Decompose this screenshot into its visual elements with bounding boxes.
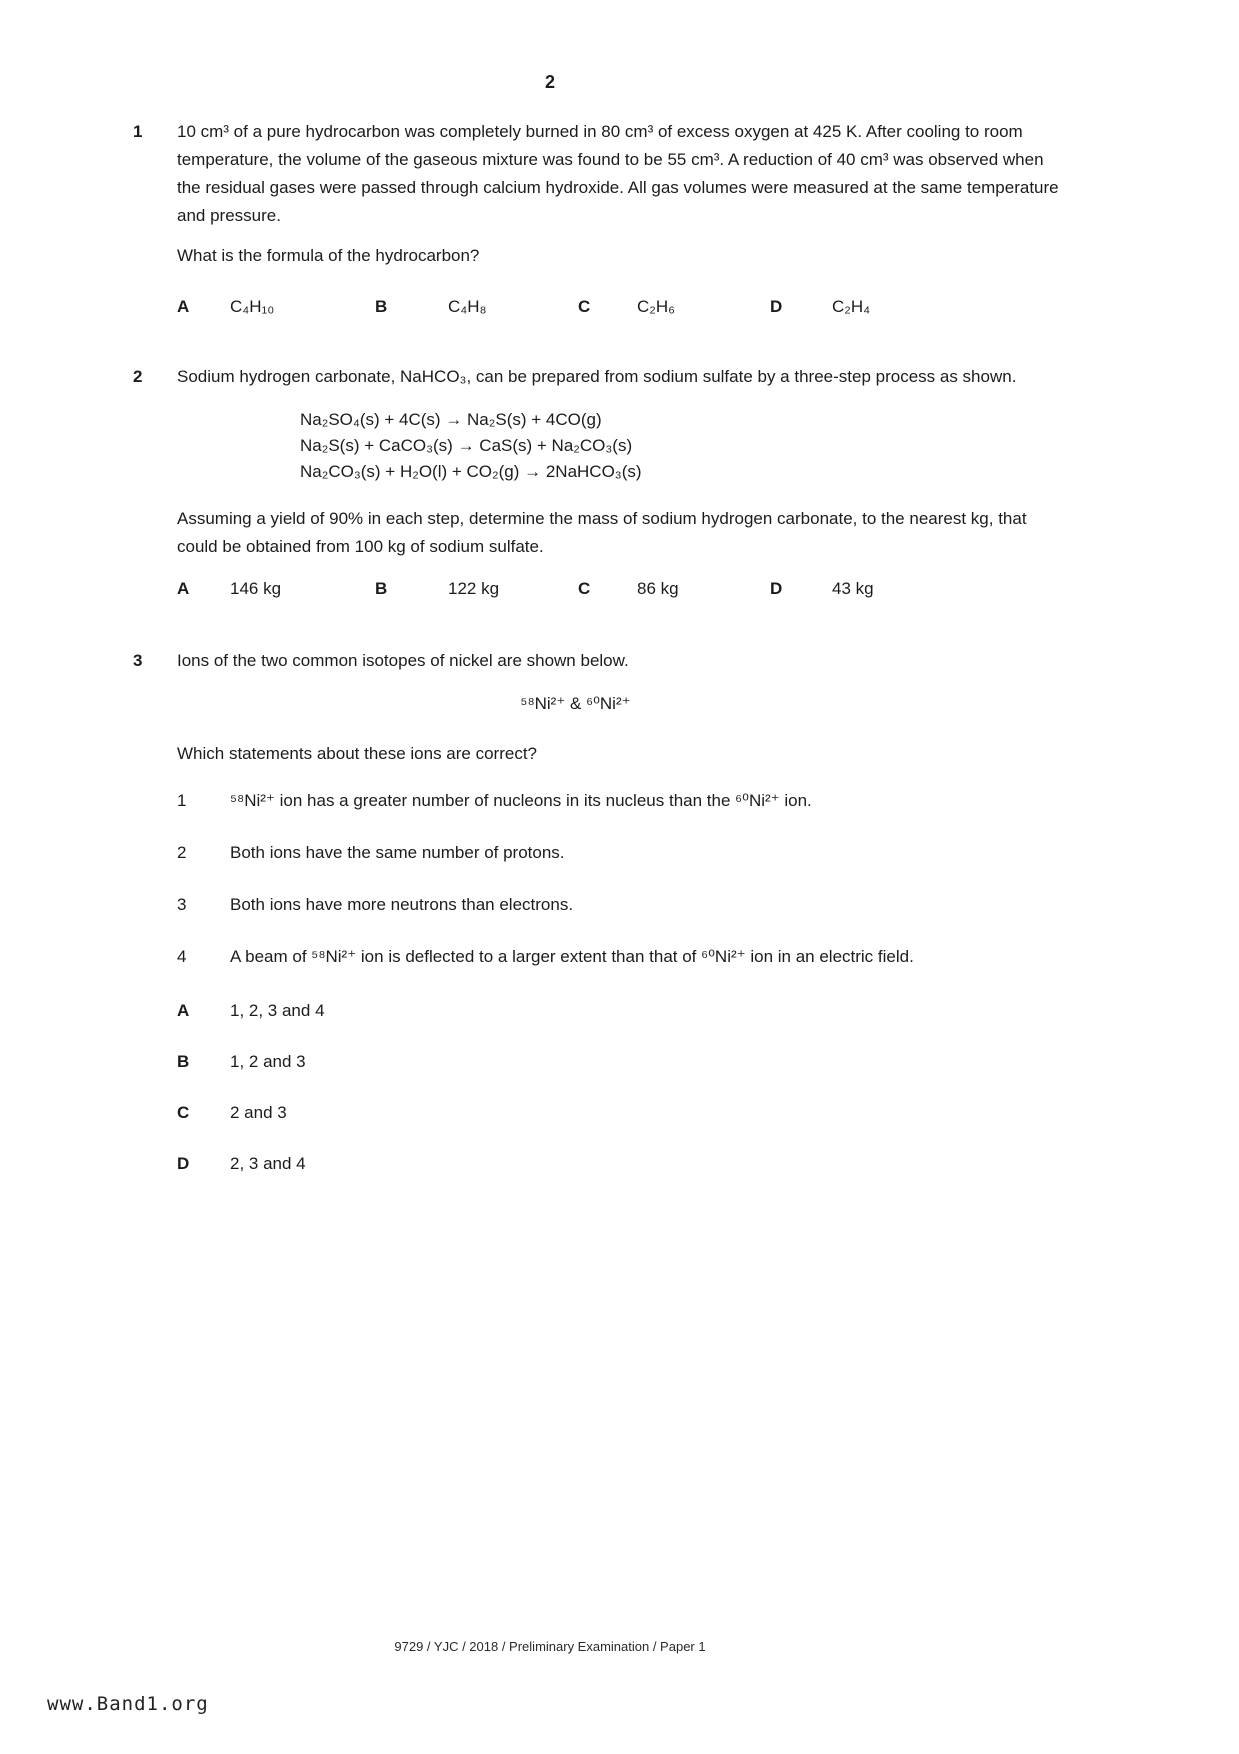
statement-row	[177, 943, 1060, 971]
option-label-d: D	[770, 579, 783, 598]
statement-row	[177, 839, 1060, 867]
question-number: 1	[133, 122, 143, 141]
statement-number: 3	[177, 895, 187, 914]
question-text-continued: Assuming a yield of 90% in each step, determine the mass of sodium hydrogen carbonate, to the nearest kg, that could be obtained from 100 kg of sodium sulfate.	[177, 509, 1027, 556]
watermark-link: www.Band1.org	[47, 1693, 209, 1715]
question-1	[133, 118, 1060, 321]
statements-list	[177, 787, 1060, 971]
option-row-b	[177, 1048, 1060, 1076]
question-number: 3	[133, 651, 143, 670]
footer-reference: 9729 / YJC / 2018 / Preliminary Examination / Paper 1	[394, 1639, 706, 1654]
ion-notation: ⁵⁸Ni²⁺ & ⁶⁰Ni²⁺	[520, 694, 631, 713]
option-value-a: 146 kg	[230, 579, 282, 598]
option-value-d: C₂H₄	[832, 297, 871, 316]
option-value-d: 2, 3 and 4	[230, 1154, 306, 1173]
statement-text: A beam of ⁵⁸Ni²⁺ ion is deflected to a larger extent than that of ⁶⁰Ni²⁺ ion in an electric field.	[230, 947, 914, 966]
option-value-a: 1, 2, 3 and 4	[230, 1001, 325, 1020]
option-label-b: B	[177, 1052, 190, 1071]
option-value-d: 43 kg	[832, 579, 874, 598]
option-label-a: A	[177, 579, 190, 598]
option-label-b: B	[375, 297, 388, 316]
option-label-d: D	[770, 297, 783, 316]
question-2	[133, 363, 1060, 603]
question-prompt: What is the formula of the hydrocarbon?	[177, 246, 480, 265]
equation-line-1: Na₂SO₄(s) + 4C(s) → Na₂S(s) + 4CO(g)	[300, 410, 602, 429]
question-prompt: Which statements about these ions are correct?	[177, 744, 538, 763]
question-text: Ions of the two common isotopes of nickel are shown below.	[177, 651, 629, 670]
statement-number: 2	[177, 843, 187, 862]
option-label-a: A	[177, 297, 190, 316]
options-row	[177, 575, 1060, 603]
equation-line-2: Na₂S(s) + CaCO₃(s) → CaS(s) + Na₂CO₃(s)	[300, 436, 633, 455]
option-label-c: C	[177, 1103, 190, 1122]
option-row-d	[177, 1150, 1060, 1178]
options-list	[177, 997, 1060, 1178]
option-value-b: C₄H₈	[448, 297, 487, 316]
equations-block	[300, 407, 1060, 485]
option-value-c: 2 and 3	[230, 1103, 287, 1122]
option-label-b: B	[375, 579, 388, 598]
statement-number: 4	[177, 947, 187, 966]
statement-text: Both ions have more neutrons than electrons.	[230, 895, 574, 914]
question-3	[133, 647, 1060, 1201]
question-text: 10 cm³ of a pure hydrocarbon was completely burned in 80 cm³ of excess oxygen at 425 K. After cooling to room temperature, the volume of the gaseous mixture was found to be 55 cm³. A reduction of 40 cm³ was observed when the residual gases were passed through calcium hydroxide. All gas volumes were measured at the same temperature and pressure.	[177, 122, 1059, 225]
statement-row	[177, 891, 1060, 919]
statement-text: ⁵⁸Ni²⁺ ion has a greater number of nucleons in its nucleus than the ⁶⁰Ni²⁺ ion.	[230, 791, 812, 810]
option-value-b: 122 kg	[448, 579, 500, 598]
statement-number: 1	[177, 791, 187, 810]
page-number: 2	[544, 72, 555, 92]
statement-row	[177, 787, 1060, 815]
options-row	[177, 293, 1060, 321]
option-value-a: C₄H₁₀	[230, 297, 275, 316]
option-label-d: D	[177, 1154, 190, 1173]
option-value-c: C₂H₆	[637, 297, 676, 316]
option-label-c: C	[578, 297, 591, 316]
option-label-c: C	[578, 579, 591, 598]
option-row-a	[177, 997, 1060, 1025]
question-text: Sodium hydrogen carbonate, NaHCO₃, can be prepared from sodium sulfate by a three-step process as shown.	[177, 367, 1017, 386]
question-body	[177, 363, 1060, 603]
option-value-c: 86 kg	[637, 579, 679, 598]
statement-text: Both ions have the same number of protons.	[230, 843, 565, 862]
equation-line-3: Na₂CO₃(s) + H₂O(l) + CO₂(g) → 2NaHCO₃(s)	[300, 462, 642, 481]
option-value-b: 1, 2 and 3	[230, 1052, 306, 1071]
question-number: 2	[133, 367, 143, 386]
question-body	[177, 647, 1060, 1201]
option-label-a: A	[177, 1001, 190, 1020]
question-body	[177, 118, 1060, 321]
option-row-c	[177, 1099, 1060, 1127]
